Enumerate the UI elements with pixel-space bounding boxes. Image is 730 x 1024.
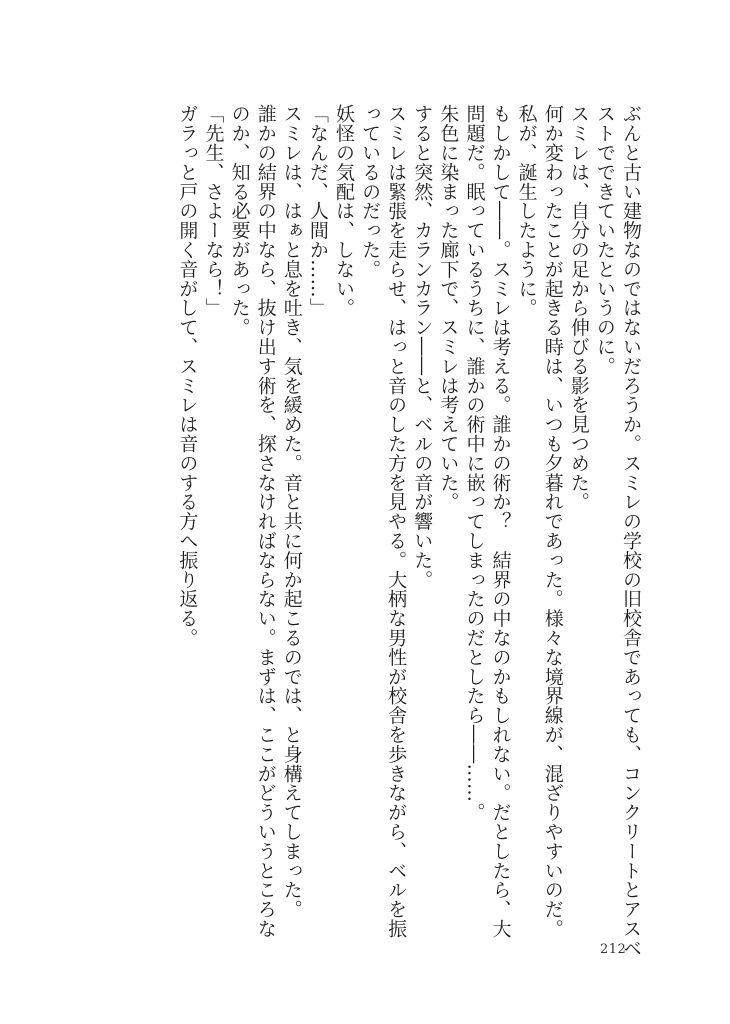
text-line: ストでできていたというのに。: [593, 104, 616, 376]
text-line: っているのだった。: [359, 104, 382, 279]
text-line: すると突然、カランカラン――と、ベルの音が響いた。: [411, 104, 434, 589]
text-line: 誰かの結界の中なら、抜け出す術を、探さなければならない。まずは、ここがどういうところな: [254, 104, 277, 939]
text-line: スミレは、はぁと息を吐き、気を緩めた。音と共に何か起こるのでは、と身構えてしまった。: [280, 104, 303, 919]
text-line: もしかして――。スミレは考える。誰かの術か？ 結界の中なのかもしれない。だとしたら、大: [489, 104, 512, 939]
text-line: ぶんと古い建物なのではないだろうか。スミレの学校の旧校舎であっても、コンクリートとアスベ: [620, 104, 642, 958]
text-line: のか、知る必要があった。: [228, 104, 251, 337]
text-line: 問題だ。眠っているうちに、誰かの術中に嵌ってしまったのだとしたら――……。: [463, 104, 486, 822]
text-line: 私が、誕生したように。: [515, 104, 538, 318]
text-line: 「なんだ、人間か……」: [306, 104, 329, 318]
text-line: 何か変わったことが起きる時は、いつも夕暮れであった。様々な境界線が、混ざりやすいのだ。: [541, 104, 564, 939]
text-line: 「先生、さよーなら！」: [202, 104, 225, 318]
text-line: ガラっと戸の開く音がして、スミレは音のする方へ振り返る。: [176, 104, 199, 648]
text-line: スミレは、自分の足から伸びる影を見つめた。: [567, 104, 590, 512]
text-line: スミレは緊張を走らせ、はっと音のした方を見やる。大柄な男性が校舎を歩きながら、ベルを振: [385, 104, 408, 939]
text-line: 朱色に染まった廊下で、スミレは考えていた。: [437, 104, 460, 512]
page-number: 212: [600, 942, 627, 957]
text-line: 妖怪の気配は、しない。: [332, 104, 355, 318]
